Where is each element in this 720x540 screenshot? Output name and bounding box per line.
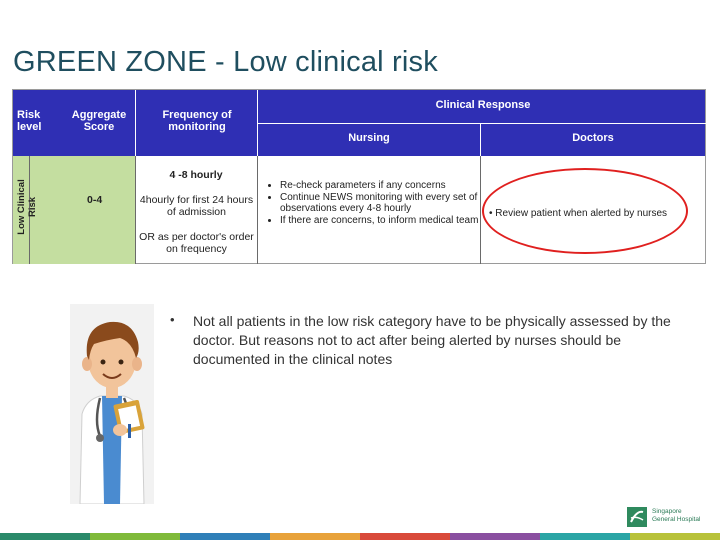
header-frequency: Frequency of monitoring — [162, 109, 232, 133]
header-divider — [135, 90, 136, 156]
table-header — [13, 90, 705, 156]
frequency-note-admission: 4hourly for first 24 hours of admission — [139, 194, 254, 218]
bullet-glyph: • — [489, 208, 496, 219]
risk-level-label: Low Clinical Risk — [16, 179, 38, 235]
header-risk-level: Risk level — [17, 109, 42, 133]
list-item: • Re-check parameters if any concerns — [280, 180, 480, 192]
slide-title: GREEN ZONE - Low clinical risk — [13, 46, 438, 78]
frequency-note-doctor-order: OR as per doctor's order on frequency — [139, 231, 254, 255]
highlight-circle — [482, 168, 688, 254]
list-item: • If there are concerns, to inform medical team — [280, 215, 480, 227]
header-nursing: Nursing — [348, 132, 390, 144]
cell-divider — [257, 156, 258, 264]
header-doctors: Doctors — [572, 132, 614, 144]
sgh-logo — [626, 506, 716, 530]
frequency-main: 4 -8 hourly — [169, 169, 223, 181]
list-item: • Continue NEWS monitoring with every set of observations every 4-8 hourly — [280, 192, 480, 215]
header-clinical-response: Clinical Response — [435, 99, 531, 111]
logo-text — [652, 508, 700, 524]
bullet-glyph: • — [170, 312, 175, 327]
doctor-response-text: Review patient when alerted by nurses — [495, 208, 668, 219]
header-divider — [480, 123, 481, 156]
logo-line-2: General Hospital — [652, 516, 701, 523]
nursing-list — [268, 180, 480, 226]
logo-line-1: Singapore — [652, 508, 682, 515]
sgh-logo-icon — [626, 506, 648, 528]
cell-divider — [480, 156, 481, 264]
doctor-illustration — [70, 304, 154, 504]
header-aggregate-score: Aggregate Score — [71, 109, 127, 133]
footer-color-bar — [0, 533, 720, 540]
aggregate-score-value: 0-4 — [87, 194, 103, 206]
note-text: Not all patients in the low risk category have to be physically assessed by the doctor. But reasons not to act after being alerted by nurses should be documented in the clinical notes — [193, 313, 671, 367]
header-divider — [257, 123, 707, 124]
